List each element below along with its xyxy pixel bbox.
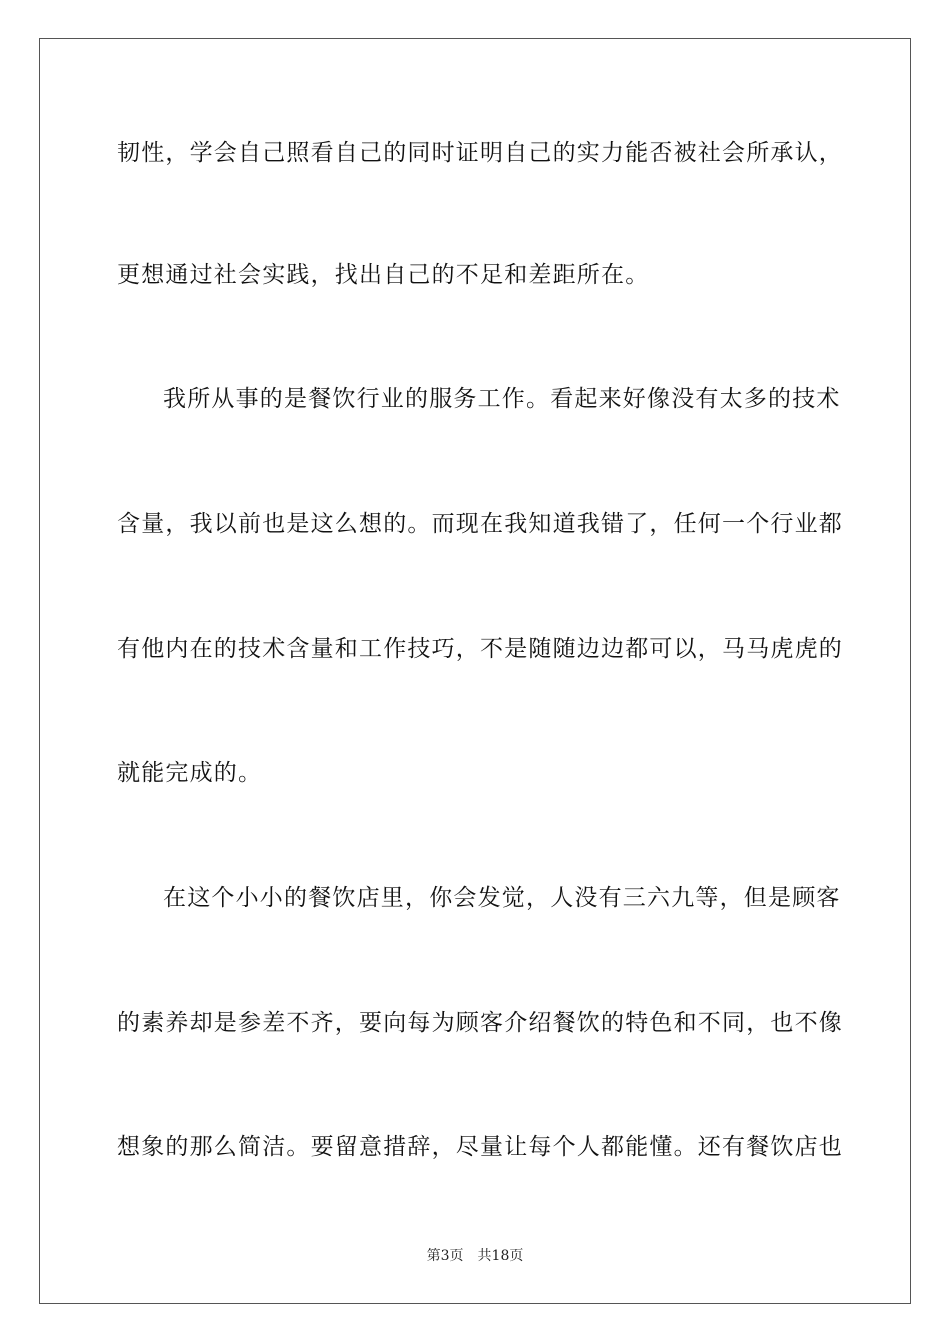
- paragraph-start-line: 在这个小小的餐饮店里，你会发觉，人没有三六九等，但是顾客: [163, 885, 841, 911]
- total-pages: 共18页: [477, 1248, 524, 1264]
- text-line: 想象的那么简洁。要留意措辞，尽量让每个人都能懂。还有餐饮店也: [117, 1134, 843, 1160]
- page-number: 第3页: [426, 1248, 464, 1264]
- text-line: 就能完成的。: [117, 760, 263, 786]
- page-border: [39, 38, 911, 1304]
- text-line: 有他内在的技术含量和工作技巧，不是随随边边都可以，马马虎虎的: [117, 636, 843, 662]
- text-line: 韧性，学会自己照看自己的同时证明自己的实力能否被社会所承认，: [117, 140, 843, 166]
- text-line: 含量，我以前也是这么想的。而现在我知道我错了，任何一个行业都: [117, 511, 843, 537]
- paragraph-start-line: 我所从事的是餐饮行业的服务工作。看起来好像没有太多的技术: [163, 386, 841, 412]
- page-footer: [0, 1247, 950, 1265]
- text-line: 的素养却是参差不齐，要向每为顾客介绍餐饮的特色和不同，也不像: [117, 1010, 843, 1036]
- text-line: 更想通过社会实践，找出自己的不足和差距所在。: [117, 262, 650, 288]
